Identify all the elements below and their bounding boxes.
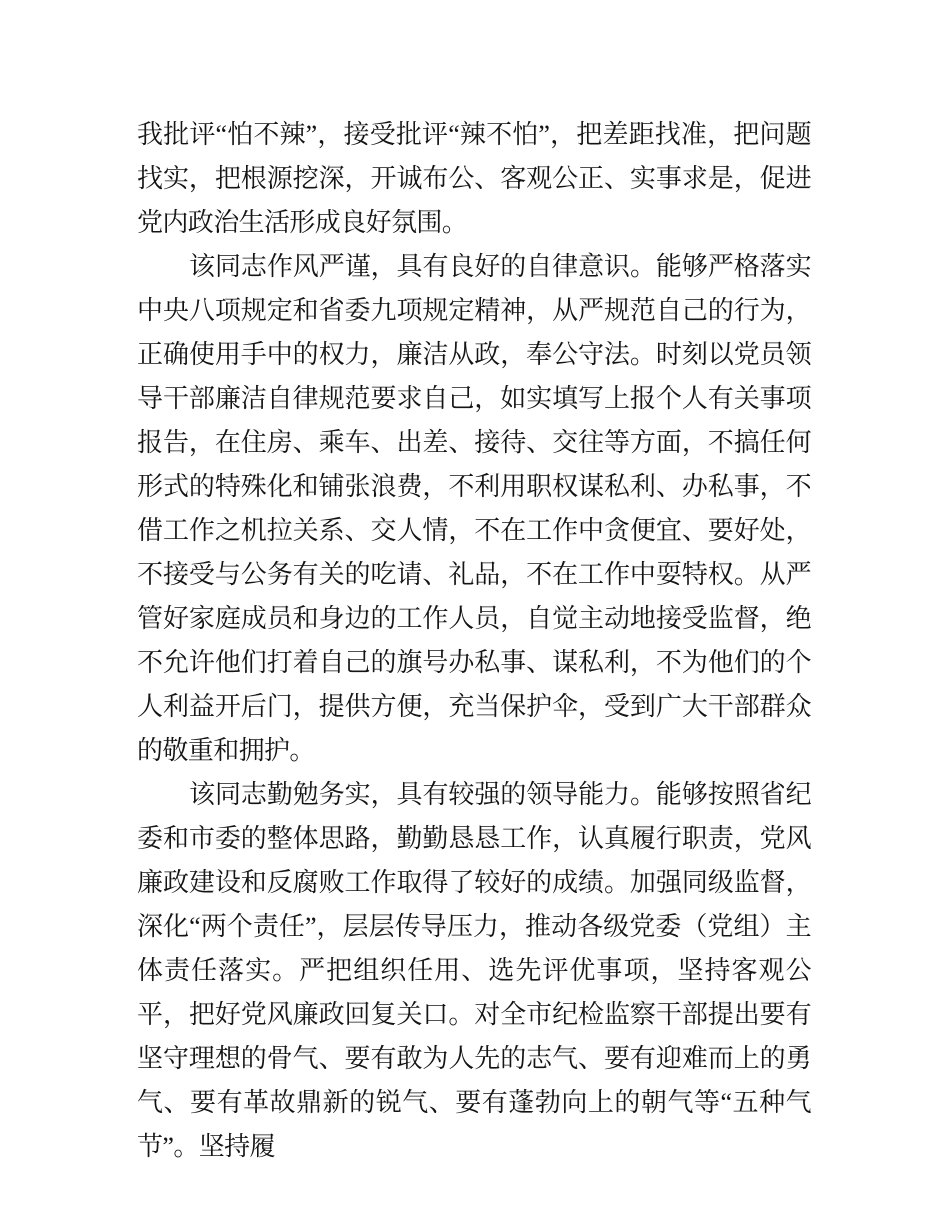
- paragraph-2: 该同志作风严谨，具有良好的自律意识。能够严格落实中央八项规定和省委九项规定精神，从严规范自己的行为，正确使用手中的权力，廉洁从政，奉公守法。时刻以党员领导干部廉洁自律规范要求自己，如实填写上报个人有关事项报告，在住房、乘车、出差、接待、交往等方面，不搞任何形式的特殊化和铺张浪费，不利用职权谋私利、办私事，不借工作之机拉关系、交人情，不在工作中贪便宜、要好处，不接受与公务有关的吃请、礼品，不在工作中耍特权。从严管好家庭成员和身边的工作人员，自觉主动地接受监督，绝不允许他们打着自己的旗号办私事、谋私利，不为他们的个人利益开后门，提供方便，充当保护伞，受到广大干部群众的敬重和拥护。: [137, 252, 811, 765]
- document-text-block: [137, 113, 811, 1169]
- paragraph-1: 我批评“怕不辣”，接受批评“辣不怕”，把差距找准，把问题找实，把根源挖深，开诚布公、客观公正、实事求是，促进党内政治生活形成良好氛围。: [137, 120, 811, 237]
- paragraph-3: 该同志勤勉务实，具有较强的领导能力。能够按照省纪委和市委的整体思路，勤勤恳恳工作，认真履行职责，党风廉政建设和反腐败工作取得了较好的成绩。加强同级监督，深化“两个责任”，层层传导压力，推动各级党委（党组）主体责任落实。严把组织任用、选先评优事项，坚持客观公平，把好党风廉政回复关口。对全市纪检监察干部提出要有坚守理想的骨气、要有敢为人先的志气、要有迎难而上的勇气、要有革故鼎新的锐气、要有蓬勃向上的朝气等“五种气节”。坚持履: [137, 780, 811, 1161]
